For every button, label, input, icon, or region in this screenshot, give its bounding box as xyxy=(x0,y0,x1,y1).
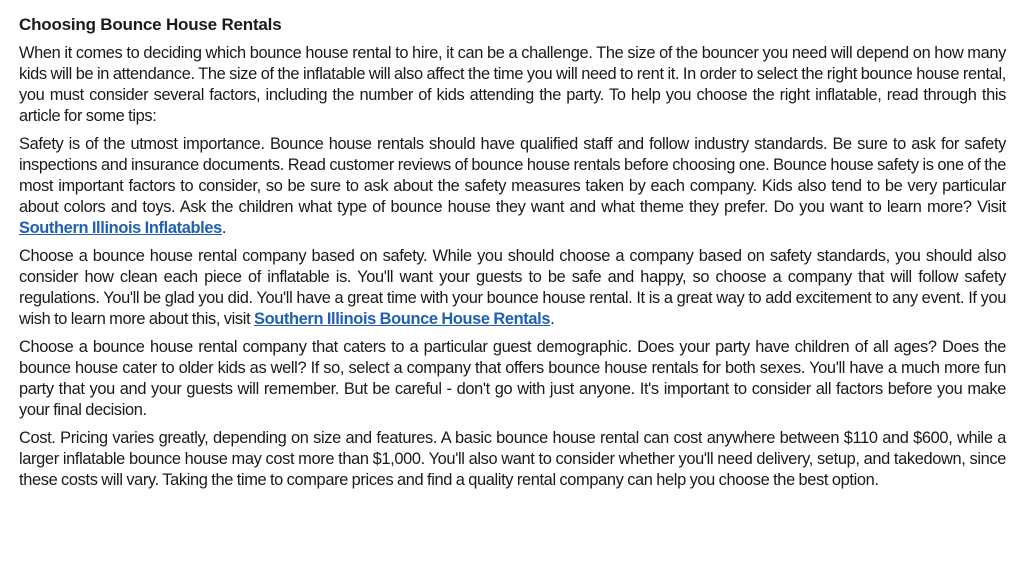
paragraph-intro-text: When it comes to deciding which bounce house rental to hire, it can be a challenge. The size of the bouncer you need will depend on how many kids will be in attendance. The size of the inflatable will also affect the time you will need to rent it. In order to select the right bounce house rental, you must consider several factors, including the number of kids attending the party. To help you choose the right inflatable, read through this article for some tips: xyxy=(19,44,1006,125)
paragraph-demographic xyxy=(19,337,1006,421)
paragraph-cost xyxy=(19,428,1006,491)
southern-illinois-bounce-house-rentals-link[interactable]: Southern Illinois Bounce House Rentals xyxy=(253,310,551,328)
paragraph-demographic-text: Choose a bounce house rental company that caters to a particular guest demographic. Does your party have children of all ages? Does the bounce house cater to older kids as well? If so, select a company that offers bounce house rentals for both sexes. You'll have a much more fun party that you and your guests will remember. But be careful - don't go with just anyone. It's important to consider all factors before you make your final decision. xyxy=(19,338,1006,419)
document-slide xyxy=(19,12,1006,498)
paragraph-safety-text: Safety is of the utmost importance. Bounce house rentals should have qualified staff and follow industry standards. Be sure to ask for safety inspections and insurance documents. Read customer reviews of bounce house rentals before choosing one. Bounce house safety is one of the most important factors to consider, so be sure to ask about the safety measures taken by each company. Kids also tend to be very particular about colors and toys. Ask the children what type of bounce house they want and what theme they prefer. Do you want to learn more? Visit xyxy=(19,135,1006,216)
paragraph-company-safety-text: Choose a bounce house rental company based on safety. While you should choose a company based on safety standards, you should also consider how clean each piece of inflatable is. You'll want your guests to be safe and happy, so choose a company that will follow safety regulations. You'll be glad you did. You'll have a great time with your bounce house rental. It is a great way to add excitement to any event. If you wish to learn more about this, visit xyxy=(19,247,1006,328)
paragraph-safety-end: . xyxy=(221,219,227,237)
paragraph-intro xyxy=(19,43,1006,127)
southern-illinois-inflatables-link[interactable]: Southern Illinois Inflatables xyxy=(19,219,222,237)
paragraph-cost-text: Cost. Pricing varies greatly, depending on size and features. A basic bounce house rental can cost anywhere between $110 and $600, while a larger inflatable bounce house may cost more than $1,000. You'll also want to consider whether you'll need delivery, setup, and takedown, since these costs will vary. Taking the time to compare prices and find a quality rental company can help you choose the best option. xyxy=(19,429,1006,489)
paragraph-safety xyxy=(19,134,1006,239)
paragraph-company-safety-end: . xyxy=(550,310,555,328)
paragraph-company-safety xyxy=(19,246,1006,330)
page-title: Choosing Bounce House Rentals xyxy=(19,15,282,34)
